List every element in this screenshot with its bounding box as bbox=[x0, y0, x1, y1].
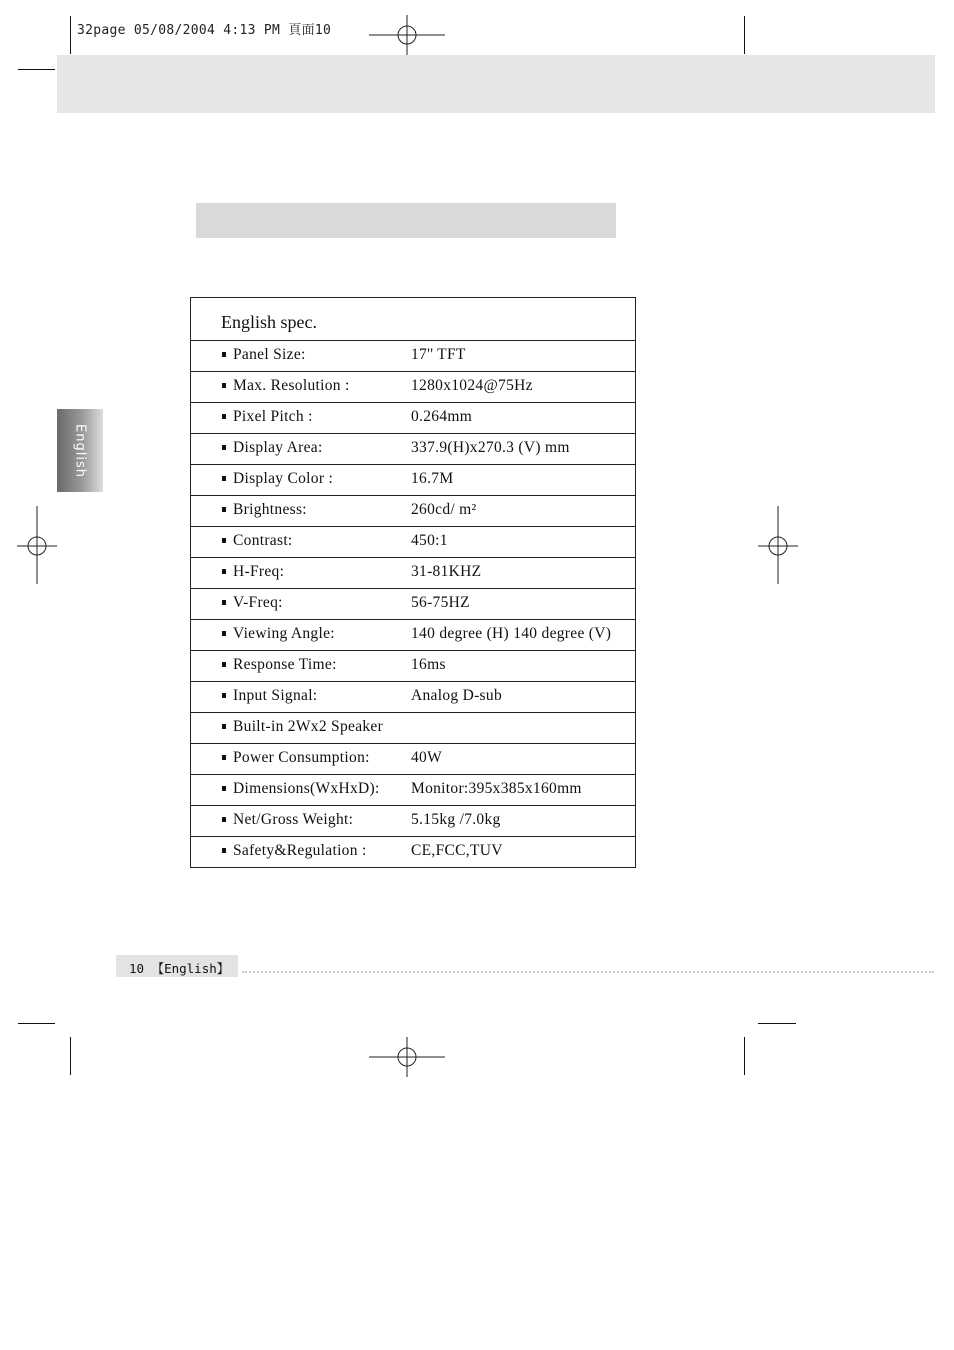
bullet-icon bbox=[222, 383, 226, 388]
bullet-icon bbox=[222, 600, 226, 605]
spec-row bbox=[191, 496, 635, 527]
bullet-icon bbox=[222, 352, 226, 357]
spec-row bbox=[191, 527, 635, 558]
registration-mark-icon bbox=[367, 14, 447, 56]
crop-mark bbox=[744, 1037, 745, 1075]
bullet-icon bbox=[222, 817, 226, 822]
spec-label: Panel Size: bbox=[233, 346, 306, 363]
bullet-icon bbox=[222, 724, 226, 729]
spec-row bbox=[191, 465, 635, 496]
spec-row bbox=[191, 372, 635, 403]
spec-label: Built-in 2Wx2 Speaker bbox=[233, 718, 384, 735]
spec-value: 140 degree (H) 140 degree (V) bbox=[411, 625, 612, 642]
bullet-icon bbox=[222, 476, 226, 481]
spec-row bbox=[191, 403, 635, 434]
bullet-icon bbox=[222, 538, 226, 543]
bullet-icon bbox=[222, 414, 226, 419]
spec-value: 0.264mm bbox=[411, 408, 473, 425]
spec-title: English spec. bbox=[221, 312, 317, 332]
spec-value: 260cd/ m² bbox=[411, 501, 477, 518]
spec-row bbox=[191, 589, 635, 620]
spec-label: H-Freq: bbox=[233, 563, 285, 580]
spec-row bbox=[191, 775, 635, 806]
bullet-icon bbox=[222, 848, 226, 853]
spec-label: Safety&Regulation : bbox=[233, 842, 367, 859]
print-slug: 32page 05/08/2004 4:13 PM 頁面10 bbox=[77, 23, 332, 38]
spec-value: 1280x1024@75Hz bbox=[411, 377, 533, 394]
bullet-icon bbox=[222, 569, 226, 574]
header-band bbox=[57, 55, 935, 113]
spec-row bbox=[191, 713, 635, 744]
spec-value: 16ms bbox=[411, 656, 446, 673]
registration-mark-icon bbox=[757, 506, 799, 586]
page-number-text: 10 【English】 bbox=[129, 961, 230, 976]
spec-value: CE,FCC,TUV bbox=[411, 842, 503, 859]
spec-row bbox=[191, 558, 635, 589]
spec-label: Contrast: bbox=[233, 532, 293, 549]
spec-label: Response Time: bbox=[233, 656, 337, 673]
spec-value: Monitor:395x385x160mm bbox=[411, 780, 582, 797]
footer-dotted-rule bbox=[242, 971, 934, 973]
section-title-bar bbox=[196, 203, 616, 238]
spec-label: Power Consumption: bbox=[233, 749, 370, 766]
crop-mark bbox=[18, 69, 55, 70]
spec-label: Max. Resolution : bbox=[233, 377, 350, 394]
spec-table bbox=[190, 297, 636, 868]
registration-mark-icon bbox=[367, 1036, 447, 1078]
spec-value: Analog D-sub bbox=[411, 687, 502, 704]
spec-rows bbox=[191, 341, 635, 867]
spec-label: Net/Gross Weight: bbox=[233, 811, 354, 828]
spec-value: 40W bbox=[411, 749, 443, 766]
spec-row bbox=[191, 744, 635, 775]
bullet-icon bbox=[222, 755, 226, 760]
bullet-icon bbox=[222, 631, 226, 636]
spec-row bbox=[191, 651, 635, 682]
spec-label: Display Color : bbox=[233, 470, 334, 487]
spec-value: 56-75HZ bbox=[411, 594, 470, 611]
crop-mark bbox=[70, 1037, 71, 1075]
crop-mark bbox=[70, 16, 71, 54]
spec-value: 16.7M bbox=[411, 470, 454, 487]
spec-label: Pixel Pitch : bbox=[233, 408, 313, 425]
side-tab-label: English bbox=[72, 423, 88, 478]
page-number-label bbox=[116, 955, 238, 977]
bullet-icon bbox=[222, 662, 226, 667]
crop-mark bbox=[18, 1023, 55, 1024]
language-side-tab bbox=[57, 409, 103, 492]
spec-row bbox=[191, 620, 635, 651]
spec-row bbox=[191, 837, 635, 867]
spec-row bbox=[191, 341, 635, 372]
bullet-icon bbox=[222, 507, 226, 512]
crop-mark bbox=[758, 1023, 796, 1024]
spec-label: V-Freq: bbox=[233, 594, 283, 611]
bullet-icon bbox=[222, 445, 226, 450]
spec-row bbox=[191, 434, 635, 465]
bullet-icon bbox=[222, 693, 226, 698]
registration-mark-icon bbox=[16, 506, 58, 586]
spec-value: 5.15kg /7.0kg bbox=[411, 811, 501, 828]
bullet-icon bbox=[222, 786, 226, 791]
spec-label: Display Area: bbox=[233, 439, 323, 456]
spec-value: 337.9(H)x270.3 (V) mm bbox=[411, 439, 570, 456]
spec-row bbox=[191, 682, 635, 713]
spec-value: 17'' TFT bbox=[411, 346, 466, 363]
spec-value: 31-81KHZ bbox=[411, 563, 482, 580]
spec-label: Brightness: bbox=[233, 501, 307, 518]
spec-value: 450:1 bbox=[411, 532, 448, 549]
spec-label: Viewing Angle: bbox=[233, 625, 335, 642]
spec-row bbox=[191, 806, 635, 837]
spec-table-header bbox=[191, 298, 635, 341]
spec-label: Input Signal: bbox=[233, 687, 318, 704]
spec-label: Dimensions(WxHxD): bbox=[233, 780, 380, 797]
crop-mark bbox=[744, 16, 745, 54]
